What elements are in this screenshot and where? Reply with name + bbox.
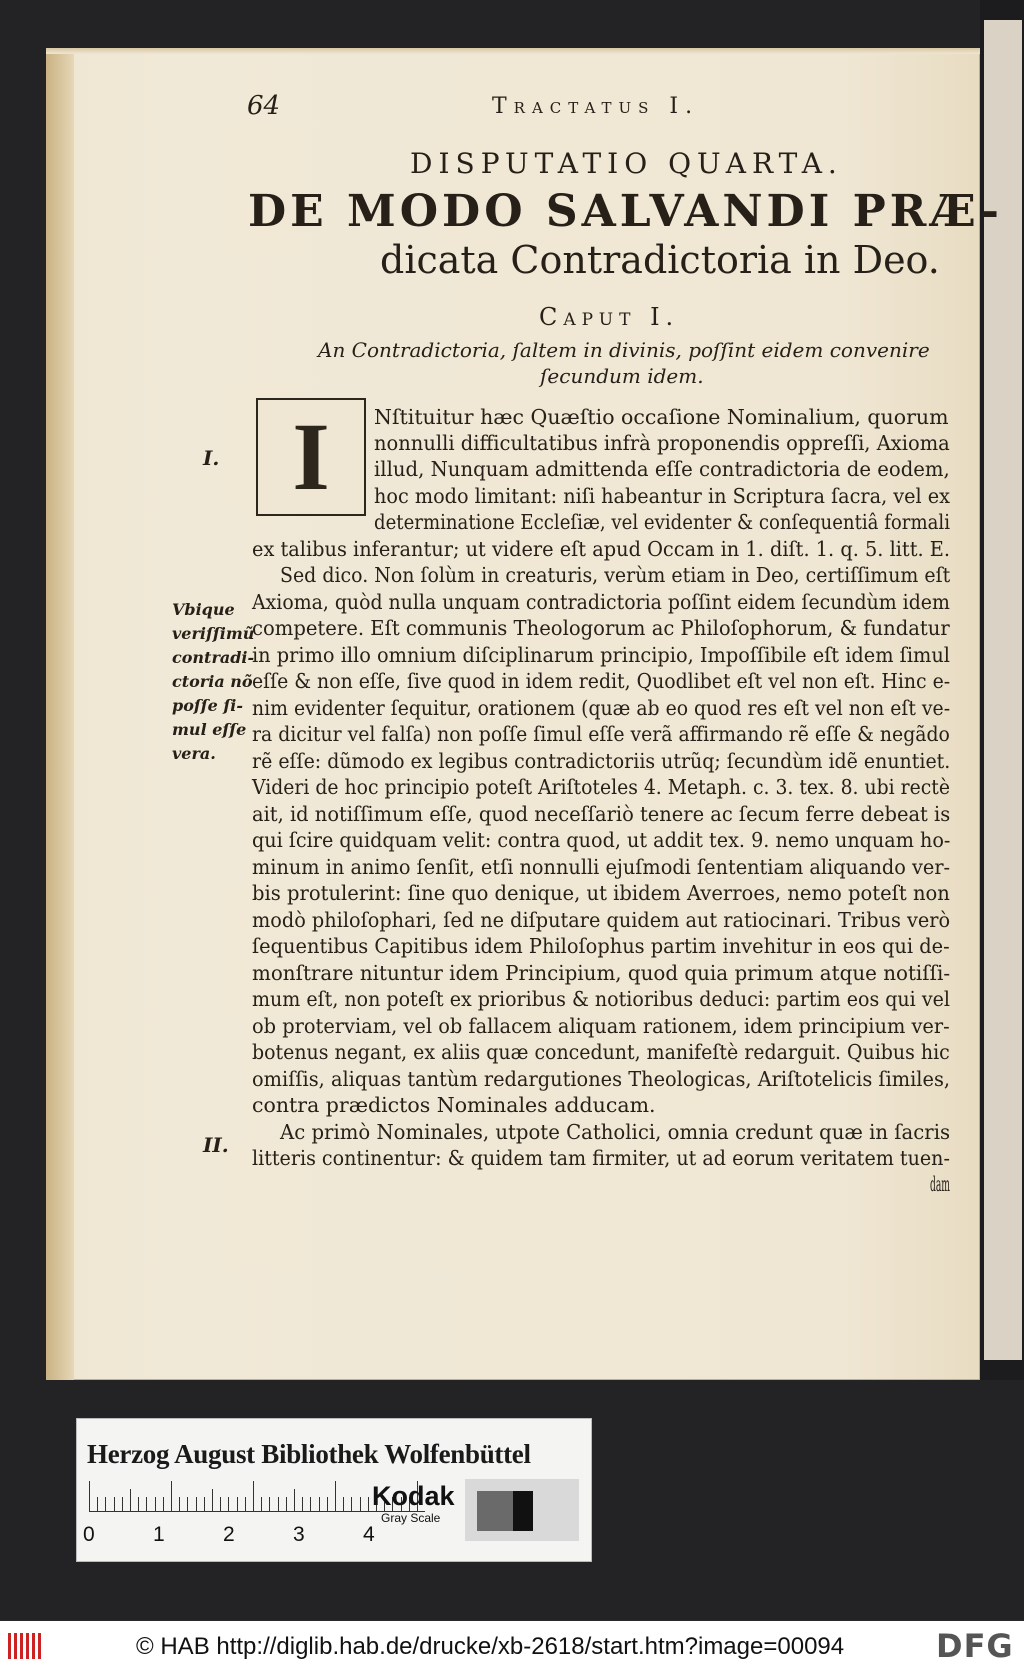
body-line: rẽ eſſe: dũmodo ex legibus contradictoriis utrũq; ſecundùm idẽ enuntiet. bbox=[252, 749, 951, 773]
dfg-logo: DFG bbox=[936, 1627, 1014, 1665]
page-gutter bbox=[46, 48, 74, 1380]
body-line: Nſtituitur hæc Quæſtio occaſione Nominalium, quorum bbox=[374, 405, 949, 429]
body-line: competere. Eſt communis Theologorum ac Philoſophorum, & fundatur bbox=[252, 616, 950, 640]
ruler-tick bbox=[278, 1497, 279, 1511]
page-top-edge bbox=[46, 48, 980, 54]
body-line: Ac primò Nominales, utpote Catholici, omnia credunt quæ in ſacris bbox=[280, 1120, 951, 1144]
ruler-tick bbox=[163, 1497, 164, 1511]
body-line: ſequentibus Capitibus idem Philoſophus partim invehitur in eos qui de- bbox=[252, 934, 950, 958]
margin-number-2: II. bbox=[203, 1133, 229, 1157]
ruler-tick bbox=[269, 1497, 270, 1511]
ruler-number: 2 bbox=[223, 1523, 235, 1546]
ruler-tick bbox=[228, 1497, 229, 1511]
body-line: qui ſcire quidquam velit: contra quod, ut addit tex. 9. nemo unquam ho- bbox=[252, 828, 951, 852]
ruler-tick bbox=[155, 1497, 156, 1511]
initial-letter: I bbox=[292, 403, 330, 510]
body-line: Axioma, quòd nulla unquam contradictoria poſſint eidem ſecundùm idem bbox=[252, 590, 950, 614]
footer-bar bbox=[0, 1621, 1024, 1671]
ruler-tick bbox=[89, 1481, 90, 1511]
margin-number-1: I. bbox=[203, 446, 220, 470]
ruler-tick bbox=[286, 1497, 287, 1511]
gray-swatch-mid bbox=[477, 1491, 513, 1531]
ruler-tick bbox=[368, 1497, 369, 1511]
ruler-tick bbox=[360, 1497, 361, 1511]
subtitle-line1: An Contradictoria, ſaltem in divinis, poſſint eidem convenire bbox=[318, 338, 930, 362]
ruler-tick bbox=[310, 1497, 311, 1511]
ruler-tick bbox=[146, 1497, 147, 1511]
body-line: mum eſt, non poteſt ex prioribus & notioribus deduci: partim eos qui vel bbox=[252, 987, 950, 1011]
page-number: 64 bbox=[247, 91, 281, 121]
body-line: botenus negant, ex aliis quæ concedunt, manifeſtè redarguit. Quibus hic bbox=[252, 1040, 950, 1064]
ruler-tick bbox=[204, 1497, 205, 1511]
library-name: Herzog August Bibliothek Wolfenbüttel bbox=[87, 1439, 531, 1469]
ruler-number: 0 bbox=[83, 1523, 95, 1546]
body-line: litteris continentur: & quidem tam firmiter, ut ad eorum veritatem tuen- bbox=[252, 1146, 950, 1170]
decorated-initial bbox=[256, 398, 366, 516]
body-line: monſtrare nituntur idem Principium, quod quia primum atque notiſſi- bbox=[252, 961, 951, 985]
ruler-tick bbox=[294, 1489, 295, 1511]
body-line: hoc modo limitant: niſi habeantur in Scriptura ſacra, vel ex bbox=[374, 484, 951, 508]
ruler-tick bbox=[245, 1497, 246, 1511]
ruler-tick bbox=[261, 1497, 262, 1511]
ruler-tick bbox=[187, 1497, 188, 1511]
ruler-tick bbox=[343, 1497, 344, 1511]
subtitle-line2: ſecundum idem. bbox=[540, 364, 704, 388]
ruler-tick bbox=[130, 1489, 131, 1511]
body-line: minum in animo ſenſit, etſi nonnulli ejuſmodi ſententiam aliquando ver- bbox=[252, 855, 951, 879]
gray-scale-label: Gray Scale bbox=[381, 1511, 441, 1525]
margin-note-line: veriſſimũ bbox=[172, 624, 255, 643]
body-line: Videri de hoc principio poteſt Ariſtoteles 4. Metaph. c. 3. tex. 8. ubi rectè bbox=[252, 775, 950, 799]
body-line: eſſe & non eſſe, ſive quod in idem redit, Quodlibet eſt vel non eſt. Hinc e- bbox=[252, 669, 951, 693]
body-line: omiſſis, aliquas tantùm redargutiones Theologicas, Ariſtotelicis ſimiles, bbox=[252, 1067, 951, 1091]
ruler-number: 4 bbox=[363, 1523, 375, 1546]
body-line: ra dicitur vel falſa) non poſſe ſimul eſſe verã affirmando rẽ eſſe & negãdo bbox=[252, 722, 950, 746]
ruler-tick bbox=[335, 1481, 336, 1511]
body-line: ait, id notiſſimum eſſe, quod neceſſariò tenere ac ſecum ferre debeat is bbox=[252, 802, 951, 826]
body-line: Sed dico. Non ſolùm in creaturis, verùm etiam in Deo, certiſſimum eſt bbox=[280, 563, 951, 587]
body-line: nim evidenter ſequitur, orationem (quæ ab eo quod res eſt vel non eſt ve- bbox=[252, 696, 951, 720]
margin-note-line: mul eſſe bbox=[172, 720, 247, 739]
ruler-tick bbox=[351, 1497, 352, 1511]
margin-note-line: contradi- bbox=[172, 648, 255, 667]
ruler-tick bbox=[97, 1497, 98, 1511]
ruler-tick bbox=[138, 1497, 139, 1511]
body-line: illud, Nunquam admittenda eſſe contradictoria de eodem, bbox=[374, 457, 950, 481]
margin-note-line: vera. bbox=[172, 744, 216, 763]
ruler-tick bbox=[319, 1497, 320, 1511]
body-line: determinatione Eccleſiæ, vel evidenter & conſequentiâ formali bbox=[374, 510, 950, 534]
ruler-tick bbox=[327, 1497, 328, 1511]
chapter-title-line2: dicata Contradictoria in Deo. bbox=[380, 238, 940, 282]
ruler-tick bbox=[302, 1497, 303, 1511]
body-line: nonnulli difficultatibus infrà proponendis oppreſſi, Axioma bbox=[374, 431, 950, 455]
body-line: dam bbox=[930, 1172, 950, 1196]
body-line: ob proterviam, vel ob fallacem aliquam rationem, idem principium ver- bbox=[252, 1014, 950, 1038]
ruler-tick bbox=[105, 1497, 106, 1511]
ruler-tick bbox=[196, 1497, 197, 1511]
ruler-tick bbox=[237, 1497, 238, 1511]
ruler-tick bbox=[220, 1497, 221, 1511]
ruler-tick bbox=[122, 1497, 123, 1511]
body-line: in primo illo omnium diſciplinarum principio, Impoſſibile eſt idem ſimul bbox=[252, 643, 950, 667]
ruler-number: 1 bbox=[153, 1523, 165, 1546]
chapter-title-line1: DE MODO SALVANDI PRÆ- bbox=[248, 186, 1003, 237]
kodak-logo: Kodak bbox=[372, 1481, 455, 1511]
ruler-tick bbox=[114, 1497, 115, 1511]
margin-note-line: Vbique bbox=[172, 600, 235, 619]
ruler-number: 3 bbox=[293, 1523, 305, 1546]
gray-swatches bbox=[465, 1479, 579, 1541]
body-line: modò philoſophari, ſed ne diſputare quidem aut ratiocinari. Tribus verò bbox=[252, 908, 951, 932]
body-line: ex talibus inferantur; ut videre eſt apud Occam in 1. diſt. 1. q. 5. litt. E. bbox=[252, 537, 951, 561]
body-line: contra prædictos Nominales adducam. bbox=[252, 1093, 656, 1117]
ruler-tick bbox=[171, 1481, 172, 1511]
hab-logo-icon bbox=[4, 1629, 48, 1663]
gray-swatch-black bbox=[513, 1491, 533, 1531]
body-line: bis protulerint: ſine quo denique, ut ibidem Averroes, nemo poteſt non bbox=[252, 881, 950, 905]
margin-note-line: poſſe ſi- bbox=[172, 696, 243, 715]
color-calibration-bar bbox=[76, 1418, 592, 1562]
ruler-tick bbox=[212, 1489, 213, 1511]
ruler-tick bbox=[253, 1481, 254, 1511]
running-head: Tractatus I. bbox=[492, 94, 700, 119]
copyright-url[interactable]: © HAB http://diglib.hab.de/drucke/xb-2618/start.htm?image=00094 bbox=[136, 1633, 845, 1660]
ruler-tick bbox=[179, 1497, 180, 1511]
disputatio-heading: DISPUTATIO QUARTA. bbox=[410, 147, 843, 180]
margin-note-line: ctoria nõ bbox=[172, 672, 253, 691]
caput-heading: Caput I. bbox=[539, 303, 680, 331]
